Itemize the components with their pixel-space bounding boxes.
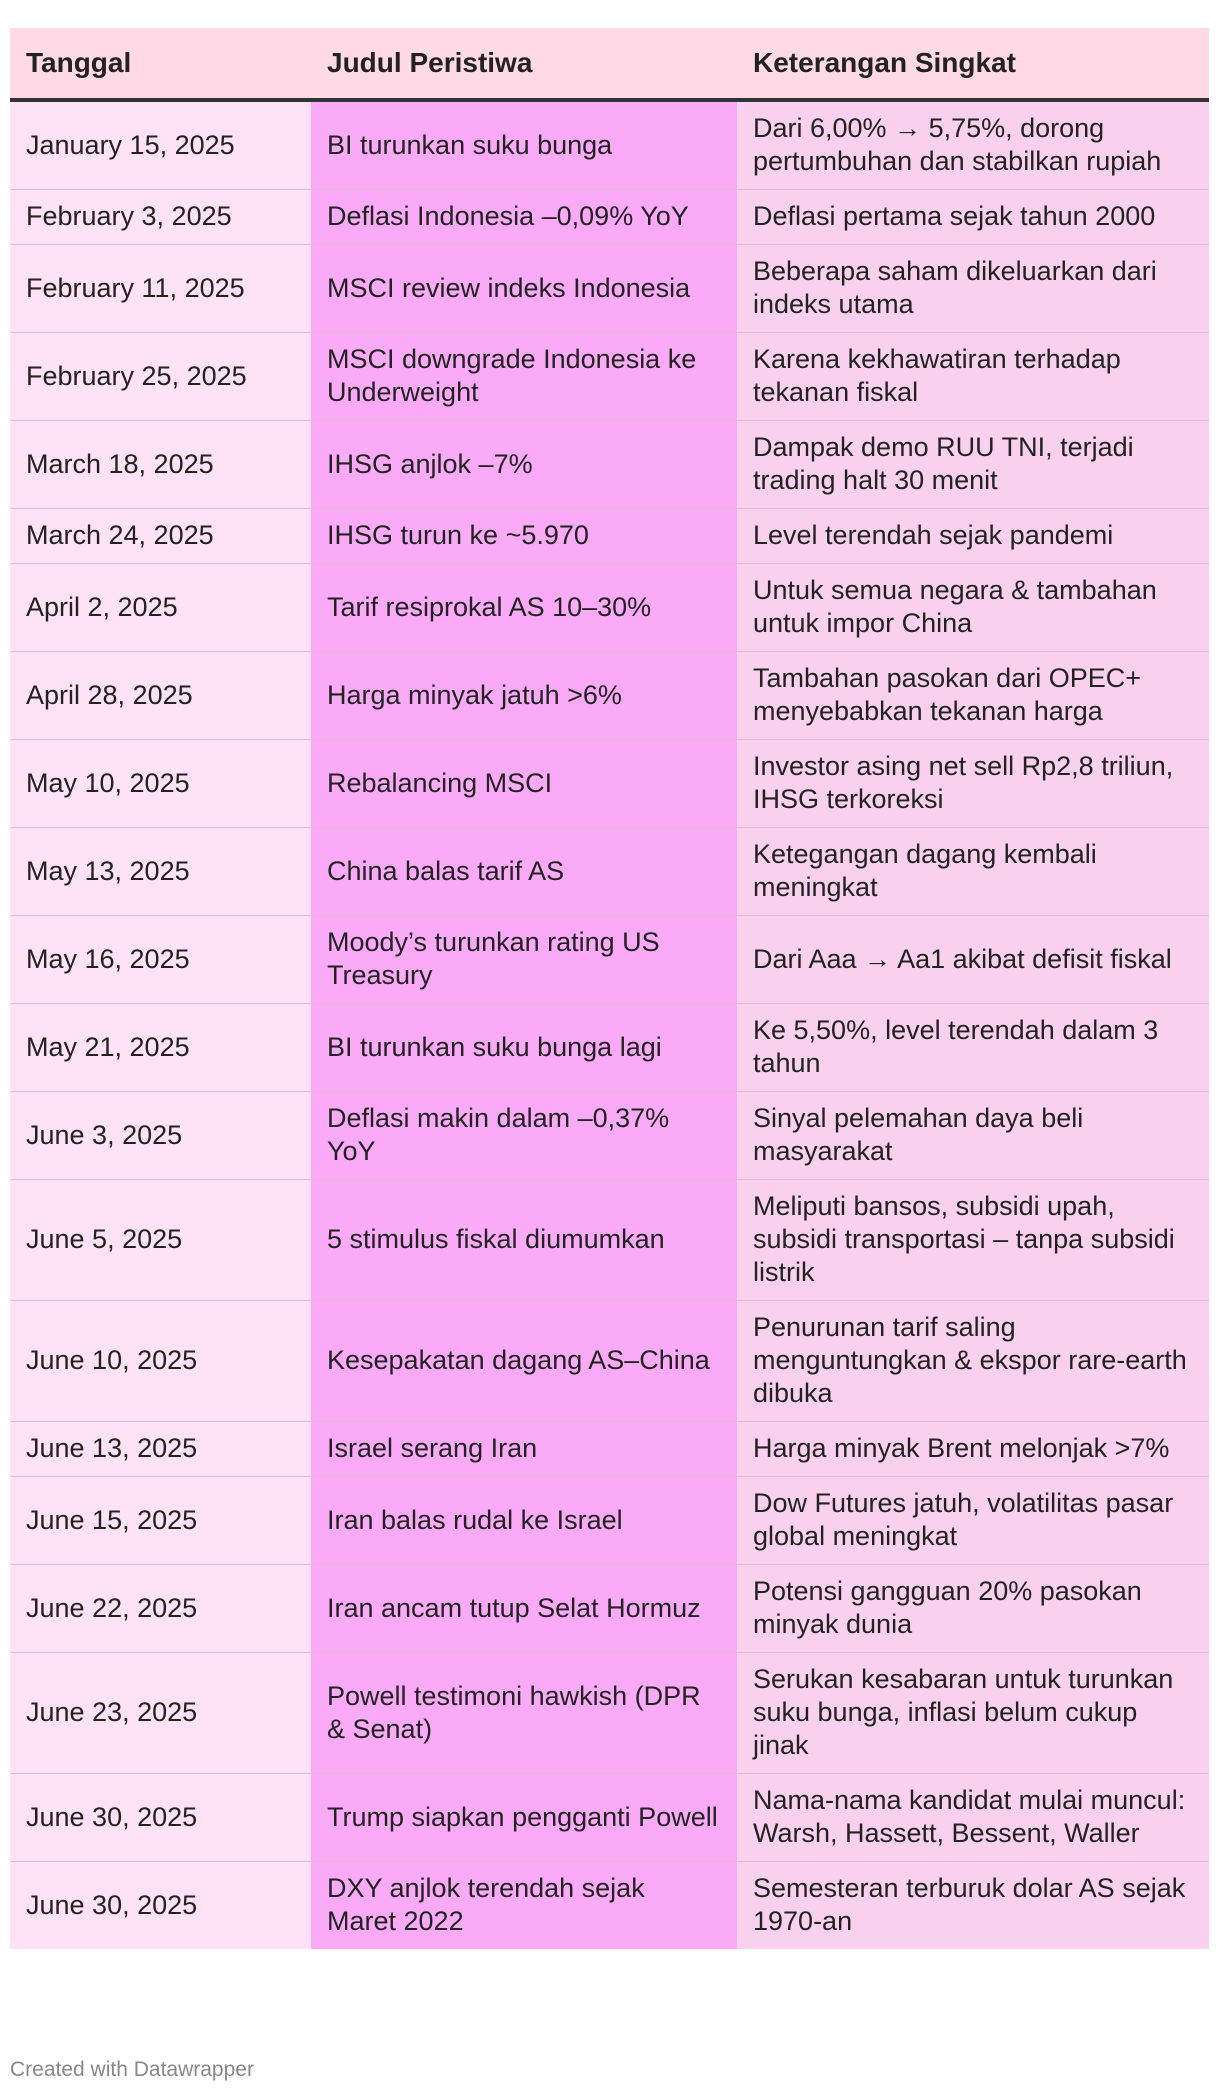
cell-date: February 3, 2025	[10, 190, 311, 245]
cell-event-title: Rebalancing MSCI	[311, 740, 737, 828]
cell-event-title: Moody’s turunkan rating US Treasury	[311, 916, 737, 1004]
table-row	[10, 100, 1209, 190]
cell-event-title: Iran balas rudal ke Israel	[311, 1477, 737, 1565]
cell-description: Deflasi pertama sejak tahun 2000	[737, 190, 1209, 245]
cell-description: Investor asing net sell Rp2,8 triliun, IHSG terkoreksi	[737, 740, 1209, 828]
table-row	[10, 1004, 1209, 1092]
cell-description: Karena kekhawatiran terhadap tekanan fiskal	[737, 333, 1209, 421]
cell-description: Beberapa saham dikeluarkan dari indeks utama	[737, 245, 1209, 333]
table-row	[10, 1565, 1209, 1653]
cell-date: June 5, 2025	[10, 1180, 311, 1301]
cell-date: May 21, 2025	[10, 1004, 311, 1092]
cell-event-title: Deflasi makin dalam –0,37% YoY	[311, 1092, 737, 1180]
cell-event-title: Israel serang Iran	[311, 1422, 737, 1477]
events-table	[10, 28, 1209, 1949]
cell-description: Dampak demo RUU TNI, terjadi trading halt 30 menit	[737, 421, 1209, 509]
cell-date: June 22, 2025	[10, 1565, 311, 1653]
cell-event-title: IHSG anjlok –7%	[311, 421, 737, 509]
table-row	[10, 1862, 1209, 1950]
cell-description: Tambahan pasokan dari OPEC+ menyebabkan tekanan harga	[737, 652, 1209, 740]
cell-date: June 23, 2025	[10, 1653, 311, 1774]
table-body	[10, 100, 1209, 1949]
cell-description: Ke 5,50%, level terendah dalam 3 tahun	[737, 1004, 1209, 1092]
table-row	[10, 245, 1209, 333]
table-row	[10, 1092, 1209, 1180]
table-row	[10, 1301, 1209, 1422]
cell-date: May 10, 2025	[10, 740, 311, 828]
cell-date: May 16, 2025	[10, 916, 311, 1004]
table-row	[10, 509, 1209, 564]
cell-date: June 15, 2025	[10, 1477, 311, 1565]
cell-date: May 13, 2025	[10, 828, 311, 916]
table-row	[10, 1774, 1209, 1862]
table-row	[10, 333, 1209, 421]
cell-event-title: Iran ancam tutup Selat Hormuz	[311, 1565, 737, 1653]
cell-description: Meliputi bansos, subsidi upah, subsidi transportasi – tanpa subsidi listrik	[737, 1180, 1209, 1301]
cell-date: April 2, 2025	[10, 564, 311, 652]
cell-event-title: DXY anjlok terendah sejak Maret 2022	[311, 1862, 737, 1950]
cell-event-title: MSCI review indeks Indonesia	[311, 245, 737, 333]
cell-event-title: BI turunkan suku bunga	[311, 100, 737, 190]
cell-event-title: IHSG turun ke ~5.970	[311, 509, 737, 564]
cell-date: January 15, 2025	[10, 100, 311, 190]
cell-description: Semesteran terburuk dolar AS sejak 1970-an	[737, 1862, 1209, 1950]
table-row	[10, 1653, 1209, 1774]
table-row	[10, 1477, 1209, 1565]
cell-date: March 18, 2025	[10, 421, 311, 509]
cell-date: April 28, 2025	[10, 652, 311, 740]
cell-description: Level terendah sejak pandemi	[737, 509, 1209, 564]
cell-description: Nama-nama kandidat mulai muncul: Warsh, Hassett, Bessent, Waller	[737, 1774, 1209, 1862]
header-event-title[interactable]: Judul Peristiwa	[311, 28, 737, 100]
header-date[interactable]: Tanggal	[10, 28, 311, 100]
footer-credit: Created with Datawrapper	[10, 2058, 254, 2081]
table-container	[10, 28, 1209, 1949]
cell-event-title: 5 stimulus fiskal diumumkan	[311, 1180, 737, 1301]
table-row	[10, 652, 1209, 740]
cell-date: June 10, 2025	[10, 1301, 311, 1422]
cell-event-title: BI turunkan suku bunga lagi	[311, 1004, 737, 1092]
cell-date: June 3, 2025	[10, 1092, 311, 1180]
cell-date: June 13, 2025	[10, 1422, 311, 1477]
cell-date: March 24, 2025	[10, 509, 311, 564]
table-row	[10, 1422, 1209, 1477]
cell-description: Sinyal pelemahan daya beli masyarakat	[737, 1092, 1209, 1180]
cell-event-title: Powell testimoni hawkish (DPR & Senat)	[311, 1653, 737, 1774]
cell-event-title: Deflasi Indonesia –0,09% YoY	[311, 190, 737, 245]
header-row	[10, 28, 1209, 100]
table-header	[10, 28, 1209, 100]
cell-event-title: MSCI downgrade Indonesia ke Underweight	[311, 333, 737, 421]
cell-description: Dari 6,00% → 5,75%, dorong pertumbuhan dan stabilkan rupiah	[737, 100, 1209, 190]
cell-event-title: Trump siapkan pengganti Powell	[311, 1774, 737, 1862]
header-description[interactable]: Keterangan Singkat	[737, 28, 1209, 100]
table-row	[10, 916, 1209, 1004]
table-row	[10, 190, 1209, 245]
cell-date: June 30, 2025	[10, 1774, 311, 1862]
cell-description: Dari Aaa → Aa1 akibat defisit fiskal	[737, 916, 1209, 1004]
table-row	[10, 740, 1209, 828]
cell-description: Penurunan tarif saling menguntungkan & ekspor rare-earth dibuka	[737, 1301, 1209, 1422]
cell-date: February 25, 2025	[10, 333, 311, 421]
cell-description: Untuk semua negara & tambahan untuk impor China	[737, 564, 1209, 652]
cell-event-title: Tarif resiprokal AS 10–30%	[311, 564, 737, 652]
table-row	[10, 564, 1209, 652]
cell-event-title: Harga minyak jatuh >6%	[311, 652, 737, 740]
table-row	[10, 828, 1209, 916]
cell-description: Harga minyak Brent melonjak >7%	[737, 1422, 1209, 1477]
cell-description: Potensi gangguan 20% pasokan minyak dunia	[737, 1565, 1209, 1653]
cell-description: Serukan kesabaran untuk turunkan suku bunga, inflasi belum cukup jinak	[737, 1653, 1209, 1774]
cell-description: Dow Futures jatuh, volatilitas pasar global meningkat	[737, 1477, 1209, 1565]
cell-date: June 30, 2025	[10, 1862, 311, 1950]
table-row	[10, 1180, 1209, 1301]
cell-event-title: Kesepakatan dagang AS–China	[311, 1301, 737, 1422]
cell-description: Ketegangan dagang kembali meningkat	[737, 828, 1209, 916]
cell-event-title: China balas tarif AS	[311, 828, 737, 916]
cell-date: February 11, 2025	[10, 245, 311, 333]
table-row	[10, 421, 1209, 509]
